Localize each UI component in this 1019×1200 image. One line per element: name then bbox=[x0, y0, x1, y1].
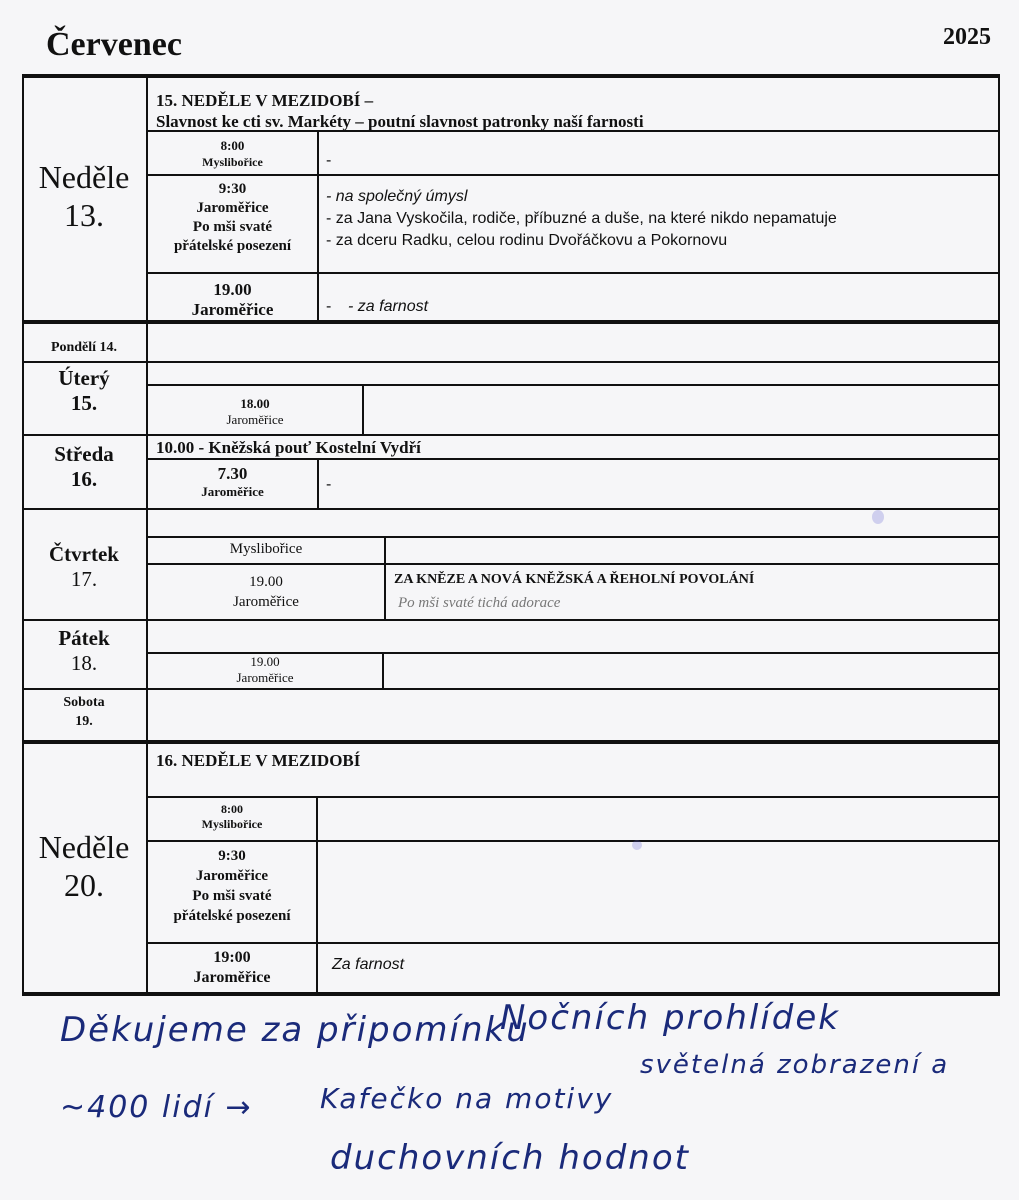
day-number: 20. bbox=[64, 867, 104, 903]
time: 19.00 bbox=[250, 654, 280, 669]
mass-time-slot bbox=[148, 846, 316, 926]
time: 9:30 bbox=[218, 181, 247, 197]
time: 7.30 bbox=[217, 464, 248, 483]
day-wednesday-16 bbox=[22, 442, 146, 492]
day-monday-14: Pondělí 14. bbox=[50, 340, 118, 355]
mass-time-slot bbox=[148, 802, 316, 832]
sunday-13-title: 15. NEDĚLE V MEZIDOBÍ – bbox=[156, 91, 374, 110]
ink-smudge bbox=[872, 510, 884, 524]
place: Jaroměřice bbox=[226, 412, 284, 427]
intent-line: - za dceru Radku, celou rodinu Dvořáčkovu a Pokornovu bbox=[326, 232, 728, 249]
place: Jaroměřice bbox=[201, 484, 264, 499]
day-tuesday-15 bbox=[22, 366, 146, 416]
mass-intent: - bbox=[326, 476, 332, 493]
note: Po mši svaté bbox=[192, 219, 273, 235]
mass-time-slot bbox=[148, 572, 384, 612]
mass-time-slot bbox=[148, 180, 317, 256]
day-name: Pátek bbox=[58, 626, 110, 650]
mass-time-slot bbox=[148, 280, 317, 320]
day-name: Úterý bbox=[58, 366, 110, 390]
mass-intent: - za farnost bbox=[348, 298, 429, 315]
note: Po mši svaté bbox=[192, 888, 272, 904]
place: Jaroměřice bbox=[196, 200, 269, 216]
mass-intent: ZA KNĚZE A NOVÁ KNĚŽSKÁ A ŘEHOLNÍ POVOLÁNÍ bbox=[394, 572, 755, 587]
day-number: 16. bbox=[70, 467, 98, 491]
day-number: 15. bbox=[70, 391, 98, 415]
time: 18.00 bbox=[240, 396, 270, 411]
day-thursday-17 bbox=[22, 542, 146, 592]
handwritten-note-line3: duchovních hodnot bbox=[330, 1138, 690, 1178]
day-number: 18. bbox=[70, 651, 98, 675]
place: Myslibořice bbox=[201, 817, 263, 831]
sunday-13-subtitle: Slavnost ke cti sv. Markéty – poutní slavnost patronky naší farnosti bbox=[156, 112, 644, 131]
day-friday-18 bbox=[22, 626, 146, 676]
note: přátelské posezení bbox=[173, 908, 291, 924]
handwritten-note-line2c: světelná zobrazení a bbox=[640, 1050, 950, 1080]
handwritten-note-line1b: Nočních prohlídek bbox=[500, 998, 840, 1038]
time: 9:30 bbox=[218, 848, 246, 864]
time: 19:00 bbox=[213, 949, 251, 966]
time: 8:00 bbox=[220, 138, 245, 153]
day-saturday-19 bbox=[22, 693, 146, 731]
month-title: Červenec bbox=[46, 26, 182, 63]
day-sunday-20 bbox=[22, 828, 146, 904]
day-name: Neděle bbox=[38, 829, 130, 865]
place: Jaroměřice bbox=[195, 868, 269, 884]
day-sunday-13 bbox=[22, 158, 146, 234]
mass-note: Po mši svaté tichá adorace bbox=[398, 595, 561, 611]
wednesday-event: 10.00 - Kněžská pouť Kostelní Vydří bbox=[156, 438, 421, 457]
note: přátelské posezení bbox=[173, 238, 292, 254]
day-name: Neděle bbox=[38, 159, 130, 195]
mass-intents bbox=[326, 186, 986, 252]
mass-intent: Za farnost bbox=[332, 956, 405, 973]
day-name: Čtvrtek bbox=[49, 542, 119, 566]
place: Jaroměřice bbox=[233, 594, 299, 610]
place: Jaroměřice bbox=[236, 670, 294, 685]
handwritten-note-line1a: Děkujeme za připomínku bbox=[60, 1010, 530, 1050]
place: Myslibořice bbox=[202, 155, 263, 169]
year-label: 2025 bbox=[943, 24, 991, 50]
mass-time-slot bbox=[148, 396, 362, 428]
place: Jaroměřice bbox=[191, 300, 274, 319]
time: 19.00 bbox=[213, 280, 252, 299]
schedule-table bbox=[22, 74, 1000, 996]
time: 19.00 bbox=[249, 574, 283, 590]
mass-time-slot bbox=[148, 654, 382, 686]
mass-time-slot bbox=[148, 948, 316, 988]
intent-line: - na společný úmysl bbox=[326, 188, 468, 205]
intent-line: - za Jana Vyskočila, rodiče, příbuzné a duše, na které nikdo nepamatuje bbox=[326, 210, 837, 227]
day-name: Sobota bbox=[63, 695, 105, 710]
day-name: Středa bbox=[54, 442, 114, 466]
mass-intent: - bbox=[326, 152, 332, 169]
mass-time-slot bbox=[148, 464, 317, 500]
day-number: 19. bbox=[75, 714, 93, 729]
sunday-20-title: 16. NEDĚLE V MEZIDOBÍ bbox=[156, 751, 361, 770]
ink-smudge bbox=[632, 840, 642, 850]
day-number: 13. bbox=[64, 197, 104, 233]
mass-time-slot bbox=[148, 138, 317, 170]
day-number: 17. bbox=[70, 567, 98, 591]
place: Jaroměřice bbox=[193, 969, 271, 986]
handwritten-note-line2b: Kafečko na motivy bbox=[320, 1082, 614, 1115]
mass-intent-dash: - bbox=[326, 298, 332, 315]
handwritten-note-line2a: ~400 lidí → bbox=[60, 1090, 253, 1125]
place-label: Myslibořice bbox=[229, 541, 303, 557]
time: 8:00 bbox=[221, 802, 243, 816]
